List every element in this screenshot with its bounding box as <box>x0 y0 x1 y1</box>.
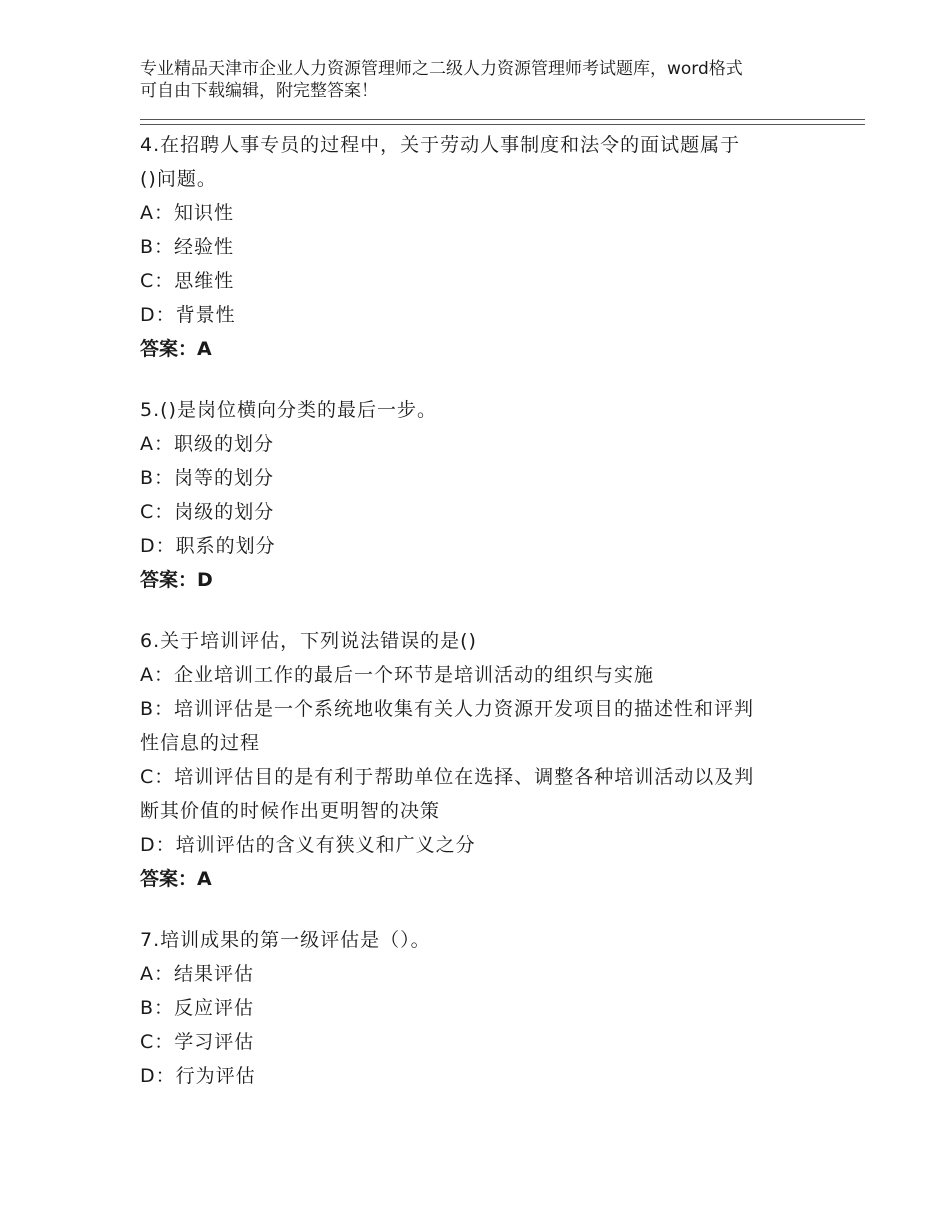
question-block <box>140 624 830 896</box>
correct-answer: 答案：A <box>140 868 212 890</box>
answer-option: C：岗级的划分 <box>140 501 275 523</box>
correct-answer: 答案：D <box>140 569 213 591</box>
question-stem: 5.()是岗位横向分类的最后一步。 <box>140 399 437 421</box>
answer-option: B：岗等的划分 <box>140 467 275 489</box>
question-stem: 6.关于培训评估，下列说法错误的是() <box>140 630 477 652</box>
answer-option: D：背景性 <box>140 304 236 326</box>
answer-option: D：行为评估 <box>140 1065 256 1087</box>
answer-option: A：知识性 <box>140 202 234 224</box>
answer-option: C：培训评估目的是有利于帮助单位在选择、调整各种培训活动以及判 <box>140 766 755 788</box>
question-block <box>140 923 830 1093</box>
header-rule-top <box>140 119 865 120</box>
correct-answer: 答案：A <box>140 338 212 360</box>
question-stem: 7.培训成果的第一级评估是（）。 <box>140 929 431 951</box>
answer-option: C：学习评估 <box>140 1031 255 1053</box>
answer-option: B：经验性 <box>140 236 235 258</box>
answer-option: C：思维性 <box>140 270 235 292</box>
answer-option: A：职级的划分 <box>140 433 274 455</box>
answer-option: 性信息的过程 <box>140 732 261 754</box>
answer-option: B：反应评估 <box>140 997 255 1019</box>
header-line-2: 可自由下载编辑，附完整答案！ <box>140 81 378 101</box>
header-line-1: 专业精品天津市企业人力资源管理师之二级人力资源管理师考试题库，word格式 <box>140 59 743 79</box>
document-header <box>140 58 820 102</box>
question-stem: 4.在招聘人事专员的过程中，关于劳动人事制度和法令的面试题属于 <box>140 134 741 156</box>
answer-option: D：培训评估的含义有狭义和广义之分 <box>140 834 476 856</box>
answer-option: B：培训评估是一个系统地收集有关人力资源开发项目的描述性和评判 <box>140 698 755 720</box>
answer-option: 断其价值的时候作出更明智的决策 <box>140 800 441 822</box>
question-stem: ()问题。 <box>140 168 217 190</box>
answer-option: A：结果评估 <box>140 963 254 985</box>
question-list <box>140 128 830 1120</box>
answer-option: D：职系的划分 <box>140 535 276 557</box>
question-block <box>140 128 830 366</box>
answer-option: A：企业培训工作的最后一个环节是培训活动的组织与实施 <box>140 664 654 686</box>
question-block <box>140 393 830 597</box>
header-rule-bottom <box>140 124 865 125</box>
